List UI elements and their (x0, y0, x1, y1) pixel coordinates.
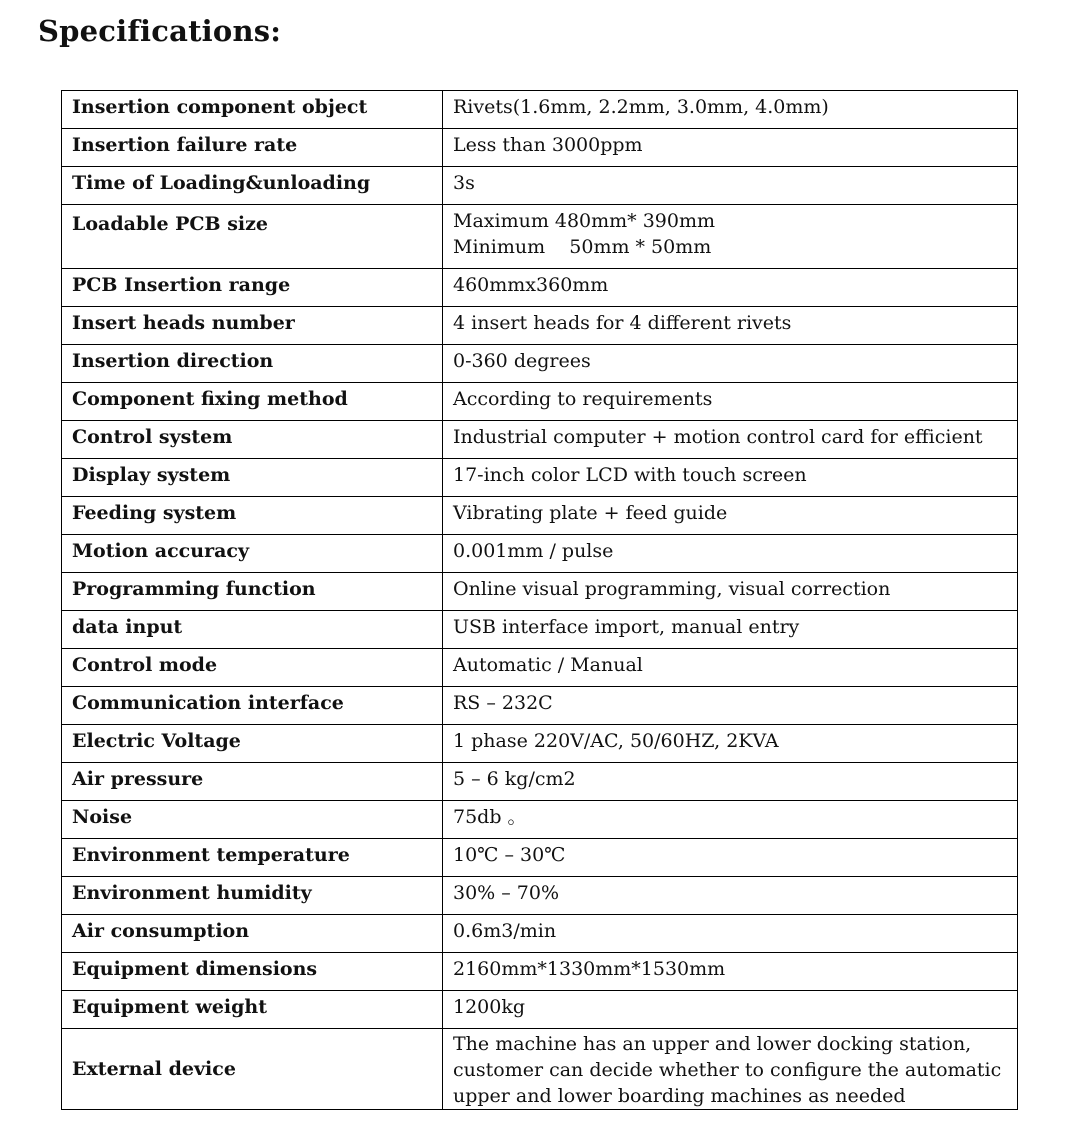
spec-label: Component fixing method (62, 383, 443, 421)
spec-value-line: 1200kg (453, 996, 526, 1018)
spec-label: Equipment dimensions (62, 953, 443, 991)
spec-value-line: 75db 。 (453, 806, 527, 828)
spec-value (443, 205, 1018, 269)
spec-value (443, 167, 1018, 205)
spec-label: Control system (62, 421, 443, 459)
spec-value (443, 269, 1018, 307)
spec-value-line: RS – 232C (453, 692, 553, 714)
spec-value-line: The machine has an upper and lower docking station, (453, 1033, 972, 1055)
spec-value-line: Minimum 50mm * 50mm (453, 236, 712, 258)
spec-row (62, 129, 1018, 167)
spec-row (62, 1029, 1018, 1110)
spec-value (443, 839, 1018, 877)
spec-label: Air pressure (62, 763, 443, 801)
spec-value (443, 307, 1018, 345)
spec-value (443, 421, 1018, 459)
spec-value (443, 535, 1018, 573)
spec-row (62, 839, 1018, 877)
spec-row (62, 205, 1018, 269)
spec-row (62, 269, 1018, 307)
spec-value-line: customer can decide whether to configure the automatic (453, 1059, 1002, 1081)
spec-label: PCB Insertion range (62, 269, 443, 307)
spec-label: Time of Loading&unloading (62, 167, 443, 205)
spec-value-line: Maximum 480mm* 390mm (453, 210, 716, 232)
spec-value-line: 10℃ – 30℃ (453, 844, 566, 866)
spec-value-line: 5 – 6 kg/cm2 (453, 768, 576, 790)
spec-row (62, 611, 1018, 649)
spec-row (62, 725, 1018, 763)
spec-value-line: 1 phase 220V/AC, 50/60HZ, 2KVA (453, 730, 779, 752)
spec-row (62, 649, 1018, 687)
spec-label: Electric Voltage (62, 725, 443, 763)
spec-value (443, 915, 1018, 953)
spec-value (443, 91, 1018, 129)
spec-row (62, 497, 1018, 535)
spec-label: Air consumption (62, 915, 443, 953)
spec-value-line: 30% – 70% (453, 882, 560, 904)
spec-value-line: Less than 3000ppm (453, 134, 643, 156)
spec-row (62, 383, 1018, 421)
spec-row (62, 687, 1018, 725)
spec-value (443, 1029, 1018, 1110)
spec-value-line: 0.6m3/min (453, 920, 557, 942)
spec-value (443, 611, 1018, 649)
spec-row (62, 91, 1018, 129)
spec-label: Insertion component object (62, 91, 443, 129)
spec-value (443, 991, 1018, 1029)
spec-label: Motion accuracy (62, 535, 443, 573)
spec-value (443, 877, 1018, 915)
spec-value-line: USB interface import, manual entry (453, 616, 800, 638)
spec-label: Noise (62, 801, 443, 839)
spec-label: Display system (62, 459, 443, 497)
spec-row (62, 535, 1018, 573)
spec-label: Environment temperature (62, 839, 443, 877)
spec-value (443, 129, 1018, 167)
spec-value (443, 763, 1018, 801)
spec-row (62, 915, 1018, 953)
spec-row (62, 991, 1018, 1029)
spec-value-line: Vibrating plate + feed guide (453, 502, 728, 524)
spec-value (443, 649, 1018, 687)
spec-value-line: 0-360 degrees (453, 350, 591, 372)
spec-row (62, 573, 1018, 611)
spec-row (62, 421, 1018, 459)
spec-value (443, 687, 1018, 725)
spec-value-line: Online visual programming, visual correction (453, 578, 891, 600)
spec-label: Insert heads number (62, 307, 443, 345)
spec-value-line: 4 insert heads for 4 different rivets (453, 312, 792, 334)
spec-label: Programming function (62, 573, 443, 611)
specifications-table (61, 90, 1018, 1110)
spec-value (443, 953, 1018, 991)
spec-value-line: According to requirements (453, 388, 713, 410)
spec-value-line: 460mmx360mm (453, 274, 609, 296)
spec-value-line: Rivets(1.6mm, 2.2mm, 3.0mm, 4.0mm) (453, 96, 829, 118)
spec-value (443, 497, 1018, 535)
spec-label: External device (62, 1029, 443, 1110)
spec-value (443, 573, 1018, 611)
spec-label: Communication interface (62, 687, 443, 725)
spec-value-line: 2160mm*1330mm*1530mm (453, 958, 726, 980)
spec-value-line: Automatic / Manual (453, 654, 643, 676)
page-title: Specifications: (38, 14, 282, 48)
spec-row (62, 459, 1018, 497)
spec-value (443, 801, 1018, 839)
spec-row (62, 763, 1018, 801)
spec-label: Loadable PCB size (62, 205, 443, 269)
spec-row (62, 953, 1018, 991)
spec-row (62, 801, 1018, 839)
spec-label: Control mode (62, 649, 443, 687)
spec-value-line: upper and lower boarding machines as needed (453, 1085, 906, 1107)
spec-row (62, 167, 1018, 205)
spec-row (62, 307, 1018, 345)
spec-value-line: Industrial computer + motion control card for efficient (453, 426, 983, 448)
spec-label: Equipment weight (62, 991, 443, 1029)
spec-label: Feeding system (62, 497, 443, 535)
spec-label: Insertion failure rate (62, 129, 443, 167)
spec-value (443, 383, 1018, 421)
spec-label: Environment humidity (62, 877, 443, 915)
spec-value (443, 459, 1018, 497)
spec-row (62, 877, 1018, 915)
spec-label: data input (62, 611, 443, 649)
specifications-table-body (62, 91, 1018, 1110)
spec-value (443, 725, 1018, 763)
spec-row (62, 345, 1018, 383)
spec-value-line: 17-inch color LCD with touch screen (453, 464, 807, 486)
spec-value-line: 3s (453, 172, 475, 194)
spec-value-line: 0.001mm / pulse (453, 540, 614, 562)
spec-value (443, 345, 1018, 383)
spec-label: Insertion direction (62, 345, 443, 383)
